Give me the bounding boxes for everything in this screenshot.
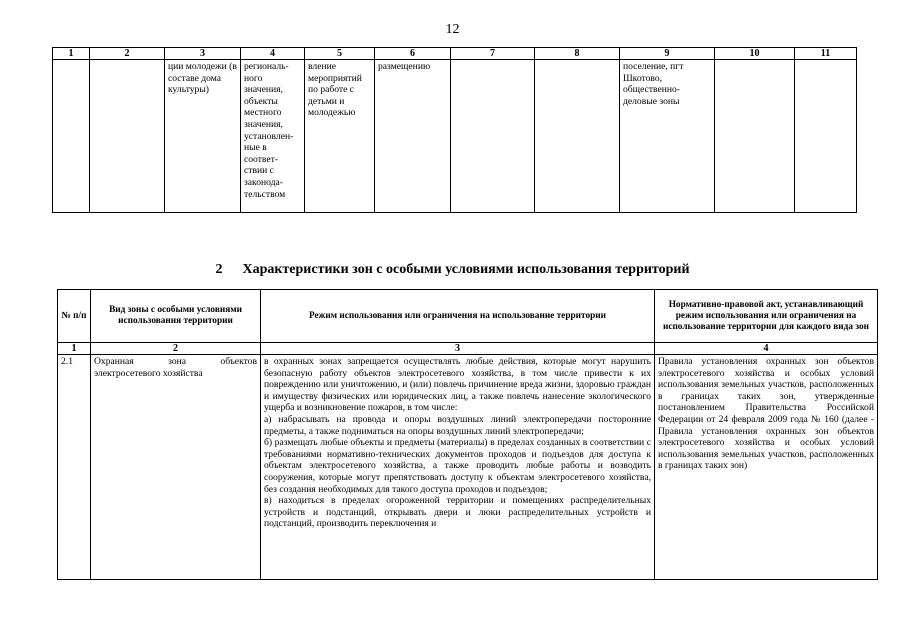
col-number: 9: [620, 48, 715, 60]
table-cell: [53, 60, 90, 213]
table-cell: [535, 60, 620, 213]
table-cell: [795, 60, 857, 213]
col-number: 8: [535, 48, 620, 60]
table-cell: [451, 60, 535, 213]
table-cell: региональ-ного значения, объекты местного значения, установлен-ные в соответ-ствии с законода-тельством: [241, 60, 305, 213]
regime-paragraph: в) находиться в пределах огороженной территории и помещениях распределительных устройств и подстанций, открывать двери и люки распределительных устройств и подстанций, производить переключения и: [264, 495, 651, 530]
continuation-table: [52, 47, 857, 213]
page-number: 12: [445, 22, 460, 37]
section-number: 2: [215, 262, 223, 277]
header-legal-act: Нормативно-правовой акт, устанавливающий режим использования или ограничения на использование территории для каждого вида зон: [655, 290, 878, 343]
col-number: 5: [305, 48, 375, 60]
zone-type: Охранная зона объектов электросетевого хозяйства: [91, 355, 261, 580]
col-number: 3: [261, 343, 655, 355]
table-cell: вление мероприятий по работе с детьми и молодежью: [305, 60, 375, 213]
col-number: 4: [655, 343, 878, 355]
table-cell: [715, 60, 795, 213]
section-title: Характеристики зон с особыми условиями использования территорий: [242, 262, 690, 277]
table-row: [58, 355, 878, 580]
col-number: 2: [90, 48, 165, 60]
col-number: 1: [58, 343, 91, 355]
col-number: 1: [53, 48, 90, 60]
col-number: 7: [451, 48, 535, 60]
col-number: 6: [375, 48, 451, 60]
table-cell: поселение, пгт Шкотово, общественно-деловые зоны: [620, 60, 715, 213]
table-cell: размещению: [375, 60, 451, 213]
col-number: 2: [91, 343, 261, 355]
section-heading: [0, 262, 905, 278]
header-num: № п/п: [58, 290, 91, 343]
header-regime: Режим использования или ограничения на использование территории: [261, 290, 655, 343]
legal-act: Правила установления охранных зон объектов электросетевого хозяйства и особых условий использования земельных участков, расположенных в границах таких зон, утвержденные постановлением Правительства Российской Федерации от 24 февраля 2009 года № 160 (далее - Правила установления охранных зон объектов электросетевого хозяйства и особых условий использования земельных участков, расположенных в границах таких зон): [655, 355, 878, 580]
regime-paragraph: а) набрасывать на провода и опоры воздушных линий электропередачи посторонние предметы, а также подниматься на опоры воздушных линий электропередачи;: [264, 413, 651, 437]
header-zone-type: Вид зоны с особыми условиями использования территории: [91, 290, 261, 343]
table-cell: [90, 60, 165, 213]
col-number: 10: [715, 48, 795, 60]
col-number: 3: [165, 48, 241, 60]
regime-text: [261, 355, 655, 580]
table-cell: ции молодежи (в составе дома культуры): [165, 60, 241, 213]
regime-paragraph: б) размещать любые объекты и предметы (материалы) в пределах созданных в соответствии с требованиями нормативно-технических документов проходов и подъездов для доступа к объектам электросетевого хозяйства, а также проводить любые работы и возводить сооружения, которые могут препятствовать доступу к объектам электросетевого хозяйства, без создания необходимых для такого доступа проходов и подъездов;: [264, 437, 651, 495]
col-number: 11: [795, 48, 857, 60]
table-header-row: [58, 290, 878, 343]
table-header-row: [53, 48, 857, 60]
table-row: [53, 60, 857, 213]
col-number: 4: [241, 48, 305, 60]
zones-table: [57, 289, 878, 580]
regime-paragraph: в охранных зонах запрещается осуществлять любые действия, которые могут нарушить безопасную работу объектов электросетевого хозяйства, в том числе привести к их повреждению или уничтожению, и (или) повлечь причинение вреда жизни, здоровью граждан и имуществу физических или юридических лиц, а также повлечь нанесение экологического ущерба и возникновение пожаров, в том числе:: [264, 356, 651, 414]
row-number: 2.1: [58, 355, 91, 580]
column-numbers-row: [58, 343, 878, 355]
